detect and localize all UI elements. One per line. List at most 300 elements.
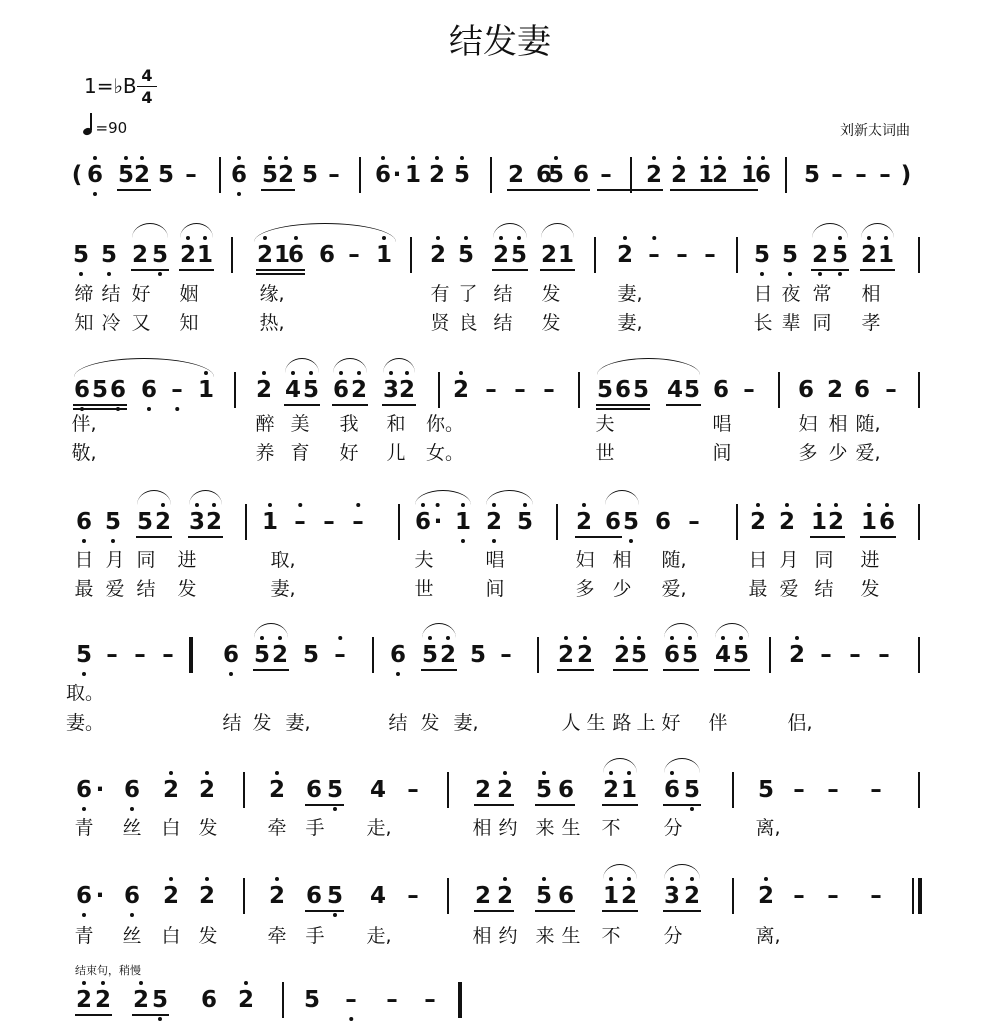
- note-token: 5: [326, 883, 344, 909]
- note-token: –: [345, 987, 357, 1013]
- barline: [918, 504, 920, 540]
- note-token: 1: [197, 377, 215, 403]
- note-token: 6: [663, 642, 681, 668]
- barline: [785, 157, 787, 193]
- time-signature-top: 4: [141, 66, 153, 85]
- slur: [486, 490, 533, 505]
- lyric-syllable: 发: [860, 578, 880, 600]
- note-token: 2: [540, 242, 558, 268]
- lyric-syllable: 结: [493, 283, 513, 305]
- note-token: 5: [681, 642, 699, 668]
- note-token: 5: [302, 377, 320, 403]
- note-token: 2: [826, 377, 844, 403]
- tempo-marking: [83, 116, 127, 137]
- lyric-syllable: 敬,: [71, 442, 97, 464]
- note-token: –: [827, 777, 839, 803]
- note-token: 5: [683, 777, 701, 803]
- lyric-syllable: 离,: [755, 925, 781, 947]
- lyric-syllable: 分: [663, 817, 683, 839]
- beam-underline: [492, 269, 528, 271]
- lyric-syllable: 多: [798, 442, 818, 464]
- lyrics-line: [0, 549, 1000, 573]
- note-token: 6: [712, 377, 730, 403]
- note-token: 2: [205, 509, 223, 535]
- barline: [918, 878, 922, 914]
- note-token: 2: [198, 777, 216, 803]
- lyric-syllable: 夫: [595, 413, 615, 435]
- note-token: 4: [369, 777, 387, 803]
- lyric-syllable: 牵: [267, 817, 287, 839]
- note-token: 4: [284, 377, 302, 403]
- note-token: 2: [507, 162, 525, 188]
- note-token: 5: [151, 242, 169, 268]
- barline: [778, 372, 780, 408]
- note-token: 5: [302, 642, 320, 668]
- note-token: 5: [516, 509, 534, 535]
- lyric-syllable: 爱,: [661, 578, 687, 600]
- note-token: 6: [318, 242, 336, 268]
- lyrics-line: [0, 712, 1000, 736]
- lyric-syllable: 相: [828, 413, 848, 435]
- barline: [438, 372, 440, 408]
- tempo-value: =90: [95, 119, 128, 137]
- lyric-syllable: 发: [177, 578, 197, 600]
- note-token: 2: [620, 883, 638, 909]
- lyric-syllable: 知: [179, 312, 199, 334]
- barline: [447, 878, 449, 914]
- lyric-syllable: 知: [74, 312, 94, 334]
- barline: [918, 237, 920, 273]
- lyric-syllable: 发: [420, 712, 440, 734]
- note-token: 6: [305, 777, 323, 803]
- note-token: 2: [749, 509, 767, 535]
- beam-underline: [474, 910, 514, 912]
- slur: [812, 223, 848, 238]
- lyric-syllable: 人: [561, 712, 581, 734]
- lyric-syllable: 相: [861, 283, 881, 305]
- note-token: 2: [268, 777, 286, 803]
- note-token: 6: [663, 777, 681, 803]
- beam-underline: [382, 404, 416, 406]
- note-token: 2: [256, 242, 274, 268]
- lyric-syllable: 约: [498, 817, 518, 839]
- barline: [243, 878, 245, 914]
- barline: [231, 237, 233, 273]
- time-signature-bottom: 4: [141, 88, 153, 107]
- beam-underline: [256, 273, 305, 275]
- note-token: –: [820, 642, 832, 668]
- note-token: –: [648, 242, 660, 268]
- note-token: 2: [268, 883, 286, 909]
- lyric-syllable: 相: [612, 549, 632, 571]
- lyric-syllable: 常: [812, 283, 832, 305]
- note-token: –: [352, 509, 364, 535]
- lyric-syllable: 养: [255, 442, 275, 464]
- lyric-syllable: 侣,: [787, 712, 813, 734]
- barline: [243, 772, 245, 808]
- beam-underline: [117, 189, 151, 191]
- note-token: 1: [261, 509, 279, 535]
- slur: [333, 358, 367, 373]
- lyric-syllable: 同: [814, 549, 834, 571]
- note-token: 6: [797, 377, 815, 403]
- note-token: –: [879, 162, 891, 188]
- beam-underline: [284, 404, 320, 406]
- note-token: –: [162, 642, 174, 668]
- note-token: 6: [374, 162, 392, 188]
- lyric-syllable: 取。: [65, 682, 105, 704]
- note-token: 6: [572, 162, 590, 188]
- note-token: 5: [421, 642, 439, 668]
- note-token: 4: [369, 883, 387, 909]
- note-token: 1: [196, 242, 214, 268]
- note-token: 6: [853, 377, 871, 403]
- note-token: 6: [878, 509, 896, 535]
- note-token: 2: [602, 777, 620, 803]
- note-token: –: [407, 883, 419, 909]
- slur: [285, 358, 319, 373]
- barline: [736, 237, 738, 273]
- lyric-syllable: 发: [198, 817, 218, 839]
- note-token: 2: [474, 883, 492, 909]
- lyric-syllable: 好: [661, 712, 681, 734]
- note-token: 5: [535, 883, 553, 909]
- note-token: 5: [151, 987, 169, 1013]
- lyric-syllable: 你。: [425, 413, 465, 435]
- lyric-syllable: 日: [74, 549, 94, 571]
- slur: [415, 490, 471, 505]
- note-token: 2: [613, 642, 631, 668]
- note-token: –: [793, 777, 805, 803]
- note-token: ·: [95, 883, 105, 909]
- note-token: –: [827, 883, 839, 909]
- lyric-syllable: 日: [748, 549, 768, 571]
- note-token: 6: [287, 242, 305, 268]
- lyric-syllable: 手: [305, 817, 325, 839]
- note-token: 2: [485, 509, 503, 535]
- barline: [234, 372, 236, 408]
- beam-underline: [810, 536, 845, 538]
- lyric-syllable: 来: [535, 925, 555, 947]
- lyric-syllable: 分: [663, 925, 683, 947]
- note-token: 5: [630, 642, 648, 668]
- note-token: ): [900, 162, 912, 188]
- beam-underline: [540, 269, 575, 271]
- lyric-syllable: 发: [541, 312, 561, 334]
- ending-note: 结束句，稍慢: [75, 964, 141, 977]
- barline: [458, 982, 462, 1018]
- lyric-syllable: 相: [472, 925, 492, 947]
- note-token: –: [743, 377, 755, 403]
- lyric-syllable: 世: [414, 578, 434, 600]
- note-token: –: [294, 509, 306, 535]
- note-token: 6: [604, 509, 622, 535]
- lyric-syllable: 结: [136, 578, 156, 600]
- note-token: 6: [75, 777, 93, 803]
- lyric-syllable: 随,: [855, 413, 881, 435]
- lyric-syllable: 美: [290, 413, 310, 435]
- beam-underline: [73, 408, 127, 410]
- barline: [490, 157, 492, 193]
- lyric-syllable: 又: [131, 312, 151, 334]
- note-token: 6: [109, 377, 127, 403]
- beam-underline: [596, 404, 650, 406]
- slur: [861, 223, 894, 238]
- lyric-syllable: 月: [779, 549, 799, 571]
- barline: [398, 504, 400, 540]
- note-token: 6: [140, 377, 158, 403]
- note-token: 2: [198, 883, 216, 909]
- beam-underline: [474, 804, 514, 806]
- note-token: –: [106, 642, 118, 668]
- lyric-syllable: 进: [860, 549, 880, 571]
- beam-underline: [575, 536, 622, 538]
- lyric-syllable: 青: [74, 817, 94, 839]
- beam-underline: [535, 804, 575, 806]
- barline: [245, 504, 247, 540]
- barline: [410, 237, 412, 273]
- note-token: 1: [273, 242, 291, 268]
- barline: [359, 157, 361, 193]
- note-token: 6: [123, 883, 141, 909]
- note-token: 5: [457, 242, 475, 268]
- note-token: 5: [753, 242, 771, 268]
- beam-underline: [305, 804, 344, 806]
- note-token: 2: [398, 377, 416, 403]
- barline: [912, 878, 914, 914]
- lyric-syllable: 结: [814, 578, 834, 600]
- lyric-syllable: 妻,: [285, 712, 311, 734]
- lyric-syllable: 进: [177, 549, 197, 571]
- lyric-syllable: 妻,: [617, 283, 643, 305]
- beam-underline: [179, 269, 214, 271]
- note-token: 2: [576, 642, 594, 668]
- lyric-syllable: 爱: [779, 578, 799, 600]
- note-token: 6: [557, 777, 575, 803]
- note-token: 5: [453, 162, 471, 188]
- lyric-syllable: 夜: [781, 283, 801, 305]
- note-token: 1: [740, 162, 758, 188]
- beam-underline: [136, 536, 172, 538]
- beam-underline: [261, 189, 295, 191]
- lyric-syllable: 伴: [708, 712, 728, 734]
- slur: [603, 864, 637, 879]
- note-token: 2: [133, 162, 151, 188]
- note-token: 5: [72, 242, 90, 268]
- note-token: 1: [375, 242, 393, 268]
- barline: [736, 504, 738, 540]
- lyric-syllable: 妻。: [65, 712, 105, 734]
- barline: [732, 878, 734, 914]
- lyrics-line: [0, 413, 1000, 437]
- lyric-syllable: 牵: [267, 925, 287, 947]
- note-token: –: [500, 642, 512, 668]
- beam-underline: [256, 269, 305, 271]
- lyric-syllable: 同: [812, 312, 832, 334]
- note-token: 5: [91, 377, 109, 403]
- note-token: 6: [222, 642, 240, 668]
- lyrics-line: [0, 925, 1000, 949]
- lyric-syllable: 走,: [366, 817, 392, 839]
- lyric-syllable: 月: [105, 549, 125, 571]
- slur: [597, 358, 700, 375]
- note-token: 6: [332, 377, 350, 403]
- slur: [254, 223, 396, 242]
- lyric-syllable: 发: [541, 283, 561, 305]
- note-token: –: [688, 509, 700, 535]
- note-token: –: [870, 883, 882, 909]
- lyric-syllable: 生: [561, 817, 581, 839]
- beam-underline: [711, 189, 758, 191]
- lyric-syllable: 结: [101, 283, 121, 305]
- barline: [537, 637, 539, 673]
- lyric-syllable: 白: [161, 817, 181, 839]
- note-token: 1: [602, 883, 620, 909]
- slur: [664, 623, 698, 638]
- lyric-syllable: 丝: [122, 925, 142, 947]
- note-token: 1: [620, 777, 638, 803]
- note-token: 2: [428, 162, 446, 188]
- beam-underline: [547, 189, 590, 191]
- note-token: –: [323, 509, 335, 535]
- note-token: 1: [454, 509, 472, 535]
- note-token: 5: [683, 377, 701, 403]
- note-token: 2: [496, 883, 514, 909]
- note-token: 6: [123, 777, 141, 803]
- note-token: 6: [389, 642, 407, 668]
- note-token: 2: [557, 642, 575, 668]
- barline: [918, 372, 920, 408]
- lyric-syllable: 路: [612, 712, 632, 734]
- note-token: 6: [230, 162, 248, 188]
- note-token: 2: [860, 242, 878, 268]
- lyrics-line: [0, 312, 1000, 336]
- lyric-syllable: 孝: [861, 312, 881, 334]
- note-token: 3: [663, 883, 681, 909]
- lyric-syllable: 不: [601, 817, 621, 839]
- note-token: 5: [632, 377, 650, 403]
- lyric-syllable: 日: [753, 283, 773, 305]
- slur: [132, 223, 168, 238]
- note-token: –: [185, 162, 197, 188]
- lyric-syllable: 相: [472, 817, 492, 839]
- note-token: 5: [75, 642, 93, 668]
- note-token: –: [348, 242, 360, 268]
- note-token: 5: [261, 162, 279, 188]
- note-token: 5: [136, 509, 154, 535]
- barline: [732, 772, 734, 808]
- note-token: 5: [622, 509, 640, 535]
- lyric-syllable: 醉: [255, 413, 275, 435]
- lyric-syllable: 育: [290, 442, 310, 464]
- slur: [383, 358, 415, 373]
- beam-underline: [131, 269, 169, 271]
- lyric-syllable: 最: [748, 578, 768, 600]
- beam-underline: [860, 536, 896, 538]
- note-token: –: [878, 642, 890, 668]
- lyric-syllable: 青: [74, 925, 94, 947]
- lyric-syllable: 离,: [755, 817, 781, 839]
- note-token: 2: [683, 883, 701, 909]
- slur: [664, 758, 700, 773]
- slur: [189, 490, 222, 505]
- lyrics-line: [0, 442, 1000, 466]
- note-token: 4: [714, 642, 732, 668]
- note-token: 2: [492, 242, 510, 268]
- beam-underline: [421, 669, 457, 671]
- lyric-syllable: 同: [136, 549, 156, 571]
- beam-underline: [613, 669, 648, 671]
- lyric-syllable: 少: [612, 578, 632, 600]
- note-token: 2: [575, 509, 593, 535]
- note-token: 2: [439, 642, 457, 668]
- note-token: 5: [469, 642, 487, 668]
- slur: [715, 623, 749, 638]
- note-token: –: [600, 162, 612, 188]
- note-token: 6: [654, 509, 672, 535]
- note-token: 2: [162, 777, 180, 803]
- beam-underline: [75, 1014, 112, 1016]
- slur: [74, 358, 214, 377]
- note-token: –: [849, 642, 861, 668]
- note-token: 6: [754, 162, 772, 188]
- lyric-syllable: 姻: [179, 283, 199, 305]
- barline: [769, 637, 771, 673]
- lyric-syllable: 贤: [430, 312, 450, 334]
- barline: [372, 637, 374, 673]
- beam-underline: [714, 669, 750, 671]
- note-token: ·: [95, 777, 105, 803]
- slur: [541, 223, 574, 238]
- beam-underline: [597, 189, 663, 191]
- note-token: 2: [778, 509, 796, 535]
- barline: [447, 772, 449, 808]
- lyric-syllable: 少: [828, 442, 848, 464]
- lyric-syllable: 生: [586, 712, 606, 734]
- lyric-syllable: 热,: [259, 312, 285, 334]
- note-token: 2: [255, 377, 273, 403]
- slur: [664, 864, 700, 879]
- note-token: ·: [433, 509, 443, 535]
- lyric-syllable: 最: [74, 578, 94, 600]
- lyric-syllable: 良: [458, 312, 478, 334]
- note-token: –: [543, 377, 555, 403]
- lyric-syllable: 长: [753, 312, 773, 334]
- slur: [605, 490, 639, 505]
- lyric-syllable: 我: [339, 413, 359, 435]
- lyric-syllable: 取,: [270, 549, 296, 571]
- note-token: –: [793, 883, 805, 909]
- note-token: 2: [811, 242, 829, 268]
- note-token: –: [855, 162, 867, 188]
- note-token: ·: [392, 162, 402, 188]
- lyric-syllable: 多: [575, 578, 595, 600]
- beam-underline: [663, 804, 701, 806]
- note-token: 5: [732, 642, 750, 668]
- note-token: –: [328, 162, 340, 188]
- note-token: 2: [350, 377, 368, 403]
- note-token: 2: [452, 377, 470, 403]
- lyric-syllable: 夫: [414, 549, 434, 571]
- lyric-syllable: 结: [493, 312, 513, 334]
- note-token: 5: [596, 377, 614, 403]
- note-token: 1: [810, 509, 828, 535]
- lyric-syllable: 随,: [661, 549, 687, 571]
- beam-underline: [132, 1014, 169, 1016]
- key-signature: 1=♭B: [84, 74, 137, 98]
- lyric-syllable: 冷: [101, 312, 121, 334]
- note-token: 2: [75, 987, 93, 1013]
